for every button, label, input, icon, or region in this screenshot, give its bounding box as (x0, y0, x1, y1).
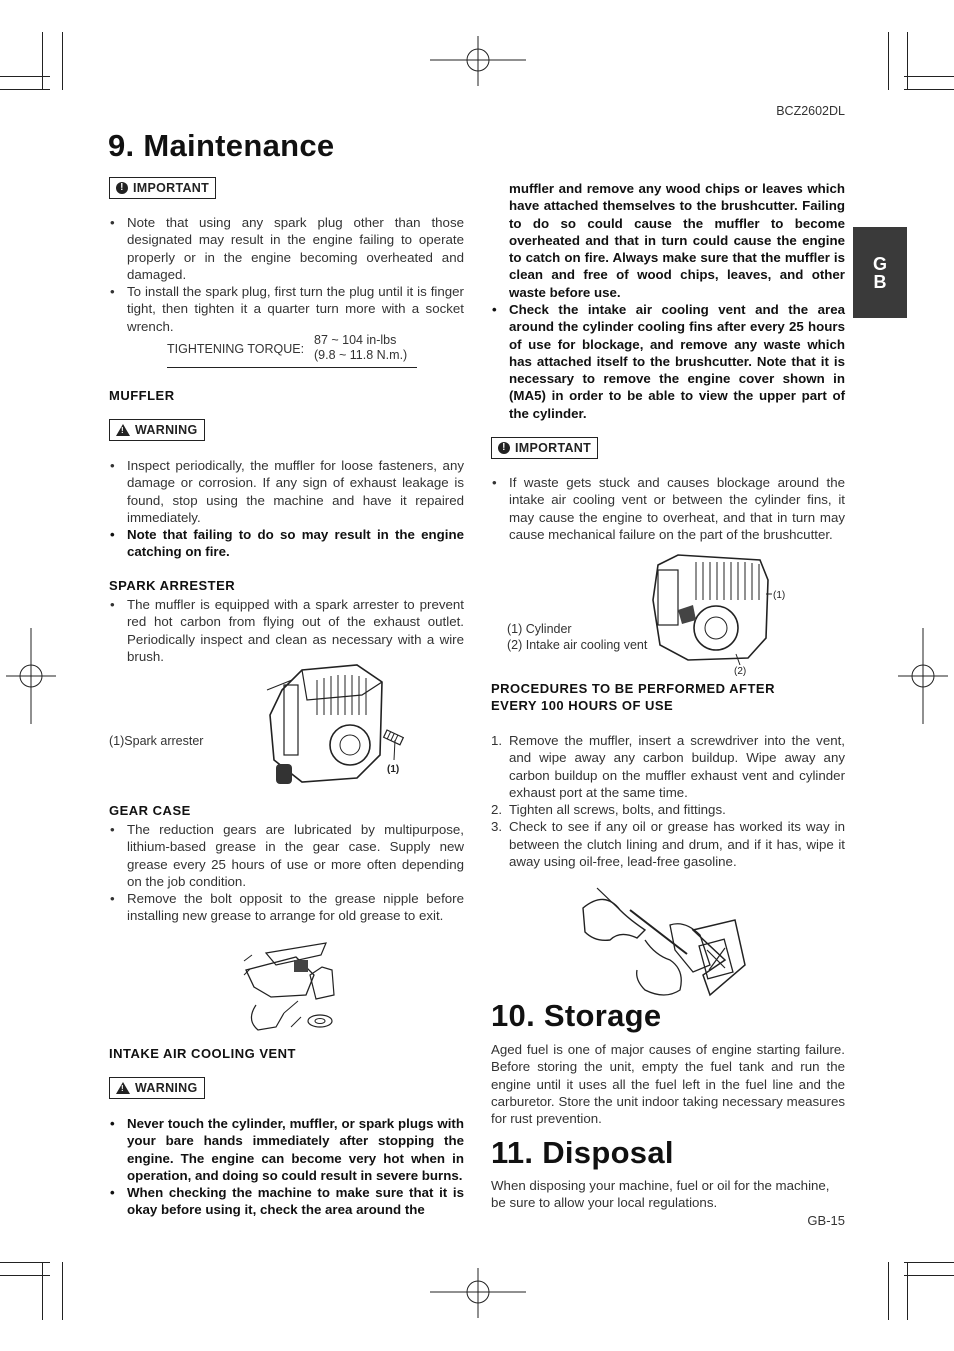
storage-title: 10. Storage (491, 998, 662, 1033)
list-item: • Note that using any spark plug other than those designated may result in the engine failing to operate properly or in the engine becoming overheated and damaged. (109, 214, 464, 283)
cylinder-illustration (648, 550, 778, 665)
list-item: • The reduction gears are lubricated by multipurpose, lithium-based grease in the gear case. Supply new grease every 25 hours of use or more often depending on the job condition. (109, 821, 464, 890)
registration-mark-left (6, 628, 56, 724)
procedures-heading-line-1: PROCEDURES TO BE PERFORMED AFTER (491, 681, 775, 696)
disposal-title: 11. Disposal (491, 1135, 674, 1170)
list-item: • When checking the machine to make sure that it is okay before using it, check the area around the (109, 1184, 464, 1219)
gear-case-illustration (236, 935, 346, 1035)
list-item: 1. Remove the muffler, insert a screwdriver into the vent, and wipe away any carbon buildup. Wipe away any carbon buildup on the muffler exhaust vent and cylinder exhaust port at the same time. (491, 733, 845, 800)
language-tab (853, 227, 907, 318)
maintenance-title: 9. Maintenance (108, 128, 335, 163)
spark-arrester-callout: (1) (387, 764, 400, 775)
warning-badge (109, 1077, 205, 1099)
important-list-right (491, 474, 845, 543)
list-item: • Note that failing to do so may result in the engine catching on fire. (109, 526, 464, 561)
important-label: IMPORTANT (133, 181, 210, 195)
disposal-text: When disposing your machine, fuel or oil for the machine, be sure to allow your local regulations. (491, 1178, 830, 1211)
important-icon: ! (116, 182, 128, 194)
intake-heading: INTAKE AIR COOLING VENT (109, 1046, 296, 1061)
cleaning-illustration (575, 880, 753, 1006)
list-item: • Inspect periodically, the muffler for loose fasteners, any damage or corrosion. If any sign of exhaust leakage is found, stop using the machine and have it repaired immediately. (109, 457, 464, 526)
continued-text: muffler and remove any wood chips or leaves which have attached themselves to the brushcutter. Failing to do so could cause the muffler to become overheated and that in turn could cause the engine to catch on fire. Always make sure that the muffler is clean and free of wood chips, leaves, and other waste before use. (509, 181, 845, 300)
torque-values (314, 333, 407, 363)
cylinder-figure-captions (507, 621, 647, 653)
model-number: BCZ2602DL (776, 104, 845, 118)
list-item: • Remove the bolt opposit to the grease nipple before installing new grease to arrange for old grease to exit. (109, 890, 464, 925)
important-icon: ! (498, 442, 510, 454)
muffler-list (109, 457, 464, 561)
caption-intake-vent: (2) Intake air cooling vent (507, 638, 648, 652)
warning-icon: ! (116, 1082, 130, 1094)
torque-value-2: (9.8 ~ 11.8 N.m.) (314, 348, 408, 362)
list-item: • Check the intake air cooling vent and the area around the cylinder cooling fins after every 25 hours of use for blockage, and remove any waste which has attached itself to the brushcutter. Note that it is necessary to remove the engine cover shown in (MA5) in order to be able to view the upper part of the cylinder. (491, 301, 845, 422)
list-item: 2. Tighten all screws, bolts, and fittings. (491, 802, 726, 818)
important-badge (109, 177, 216, 199)
storage-text: Aged fuel is one of major causes of engine starting failure. Before storing the unit, empty the fuel tank and run the engine until it uses all the fuel left in the fuel line and the carburetor. Store the unit indoor taking necessary measures for rust prevention. (491, 1042, 845, 1127)
torque-value-1: 87 ~ 104 in-lbs (314, 333, 397, 347)
gear-case-heading: GEAR CASE (109, 803, 191, 818)
list-item: • To install the spark plug, first turn the plug until it is finger tight, then tighten it a quarter turn more with a socket wrench. (109, 283, 464, 335)
spark-arrester-list (109, 596, 464, 665)
important-label: IMPORTANT (515, 441, 592, 455)
muffler-heading: MUFFLER (109, 388, 175, 403)
caption-cylinder: (1) Cylinder (507, 622, 572, 636)
intake-list (109, 1115, 464, 1219)
procedures-heading (491, 680, 775, 714)
registration-mark-top (430, 36, 526, 86)
important-list-left (109, 214, 464, 335)
gear-case-list (109, 821, 464, 925)
warning-icon: ! (116, 424, 130, 436)
list-item: • If waste gets stuck and causes blockage around the intake air cooling vent or between the cylinder fins, it may cause the engine to overheat, and that in turn may cause mechanical failure on the part of the brushcutter. (491, 474, 845, 543)
warning-label: WARNING (135, 1081, 198, 1095)
warning-label: WARNING (135, 423, 198, 437)
registration-mark-right (898, 628, 948, 724)
cooling-check-list (491, 301, 845, 422)
procedures-heading-line-2: EVERY 100 HOURS OF USE (491, 698, 674, 713)
warning-badge (109, 419, 205, 441)
tab-letter-1: G (872, 253, 887, 274)
cylinder-callout: (1) (773, 590, 786, 601)
page-number: GB-15 (807, 1213, 845, 1228)
intake-vent-callout: (2) (734, 666, 747, 677)
spark-arrester-caption: (1)Spark arrester (109, 734, 204, 748)
list-item: • The muffler is equipped with a spark arrester to prevent red hot carbon from flying out of the exhaust outlet. Periodically inspect and clean as necessary with a wire brush. (109, 596, 464, 665)
procedures-list (491, 732, 845, 870)
registration-mark-bottom (430, 1268, 526, 1318)
important-badge (491, 437, 598, 459)
torque-label: TIGHTENING TORQUE: (167, 342, 305, 356)
tightening-torque (167, 333, 417, 368)
list-item: 3. Check to see if any oil or grease has worked its way in between the clutch lining and drum, and if it has, wipe it away using oil-free, lead-free gasoline. (491, 819, 845, 870)
spark-arrester-heading: SPARK ARRESTER (109, 578, 236, 593)
list-item: • Never touch the cylinder, muffler, or spark plugs with your bare hands immediately after stopping the engine. The engine can become very hot when in operation, and doing so could result in severe burns. (109, 1115, 464, 1184)
tab-letter-2: B (873, 271, 887, 292)
